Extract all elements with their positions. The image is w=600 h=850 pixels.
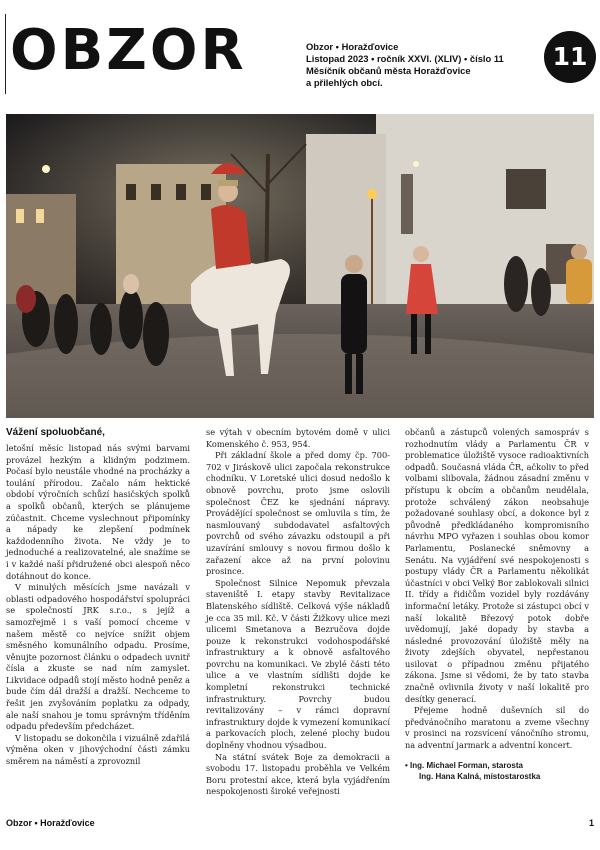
signature-mayor: • Ing. Michael Forman, starosta <box>405 760 523 770</box>
paragraph: V minulých měsících jsme navázali v oblasti odpadového hospodářství spolupráci se společností JRK s.r.o., s jejíž a samozřejmě i s vaší pomocí chceme v našem městě co nejvíce snížit objem směsného komunálního odpadu. Prosíme, věnujte pozornost článku o odpadech uvnitř čísla a zkuste se nad ním zamyslet. Likvidace odpadů stojí město hodně peněz a bude čím dál dražší a dražší. Nechceme to řešit jen zvyšováním poplatku za odpady, ale naší snahou je tomu správným tříděním odpadu především předcházet. <box>6 582 190 732</box>
signature-block <box>405 760 589 782</box>
paragraph: letošní měsíc listopad nás svými barvami provázel hezkým a klidným podzimem. Počasí bylo neustále vhodné na procházky a toulání přírodou. Začalo nám hektické období výročních schůzí hasičských spolků a spolků občanů, kterých se plánujeme zúčastnit. Chceme vyslechnout připomínky a nápady ke zlepšení podmínek každodenního života. Ne vždy je to jednoduché a realizovatelné, ale snažíme se i v každé naší přidružené obci alespoň něco dotáhnout do konce. <box>6 443 190 581</box>
masthead-info <box>306 41 504 89</box>
paragraph: Přejeme hodně duševních sil do předvánočního maratonu a zveme všechny v prosinci na rozsvícení vánočního stromu, na adventní jarmark a adventní koncert. <box>405 705 589 751</box>
issue-number-badge: 11 <box>544 31 596 83</box>
masthead-line-1: Obzor • Horažďovice <box>306 41 399 52</box>
paragraph: V listopadu se dokončila i vizuálně zdařilá výměna oken v jihovýchodní části zámku směrem na náměstí a zprovoznil <box>6 732 190 767</box>
article-greeting: Vážení spoluobčané, <box>6 427 105 438</box>
article-column-3 <box>405 427 589 782</box>
paragraph: občanů a zástupců volených samospráv s rozhodnutím vlády a Parlamentu ČR v problematice úložiště vysoce radioaktivních odpadů. Současná vláda ČR, ačkoliv to před volbami slibovala, žádnou zásadní změnu v přístupu k obcím a občanům neudělala, protože schválený zákon neobsahuje požadované souhlasy obcí, a dokonce byl z původně předkládaného kompromisního návrhu MPO vyřazen i souhlas obou komor Parlamentu, Poslanecké sněmovny a Senátu. Na vyjádření své nespokojenosti s postupy vlády ČR a Parlamentu několikát účastníci v obci Velký Bor zablokovali silnici II. třídy a řidičům vozidel byly rozdávány informační letáky. Protože si zástupci obcí v naší lokalitě Březový potok dobře uvědomují, jaké dopady by stavba a následné provozování úložiště měly na životy zdejších obyvatel, nepřestanou usilovat o případnou změnu přijatého zákona. Jsme si vědomi, že by tato stavba značně ovlivnila životy v naší lokalitě pro desítky generací. <box>405 427 589 704</box>
paragraph: Při základní škole a před domy čp. 700-702 v Jiráskově ulici započala rekonstrukce chodníku. V Loretské ulici dosud nedošlo k obnově povrchu, proto jsme oslovili společnost ČEZ ke sjednání nápravy. Provádějící společnost se omluvila s tím, že nasmlouvaný subdodavatel asfaltových povrchů od svého závazku odstoupil a při uzavírání smlouvy s novou firmou došlo k zařazení akce až na první polovinu prosince. <box>206 450 390 577</box>
footer-title: Obzor • Horažďovice <box>6 818 95 828</box>
st-martin-procession-image <box>6 114 594 418</box>
article-column-1 <box>6 443 190 768</box>
masthead-line-2: Listopad 2023 • ročník XXVI. (XLIV) • číslo 11 <box>306 53 504 64</box>
paragraph: se výtah v obecním bytovém domě v ulici Komenského č. 953, 954. <box>206 427 390 449</box>
signature-deputy: Ing. Hana Kalná, místostarostka <box>419 771 541 781</box>
masthead-line-3: Měsíčník občanů města Horažďovice <box>306 65 471 76</box>
newspaper-title: OBZOR <box>10 18 247 83</box>
page-number: 1 <box>588 818 594 828</box>
article-column-2 <box>206 427 390 798</box>
paragraph: Společnost Silnice Nepomuk převzala staveniště I. etapy stavby Revitalizace Blatenského sídliště. Celková výše nákladů je cca 35 mil. Kč. V části Žižkovy ulice mezi ulicemi Smetanova a Bezručova dojde pouze k rekonstrukci vodohospodářské infrastruktury a k obnově asfaltového povrchu na komunikaci. Ve zbylé části této ulice a ve vlastním sídlišti dojde ke kompletní rekonstrukci technické infrastruktury. Povrchy budou revitalizovány – v rámci dopravní infrastruktury dojde k vymezení komunikací a parkovacích ploch, zelené plochy budou doplněny vhodnou výsadbou. <box>206 577 390 751</box>
masthead-rule <box>5 14 6 94</box>
cover-photo <box>6 114 594 418</box>
page-footer <box>6 818 594 828</box>
masthead <box>0 0 600 110</box>
paragraph: Na státní svátek Boje za demokracii a svobodu 17. listopadu proběhla ve Velkém Boru protestní akce, která byla vyjádřením nespokojenosti široké veřejnosti <box>206 751 390 797</box>
masthead-line-4: a přilehlých obcí. <box>306 77 383 88</box>
